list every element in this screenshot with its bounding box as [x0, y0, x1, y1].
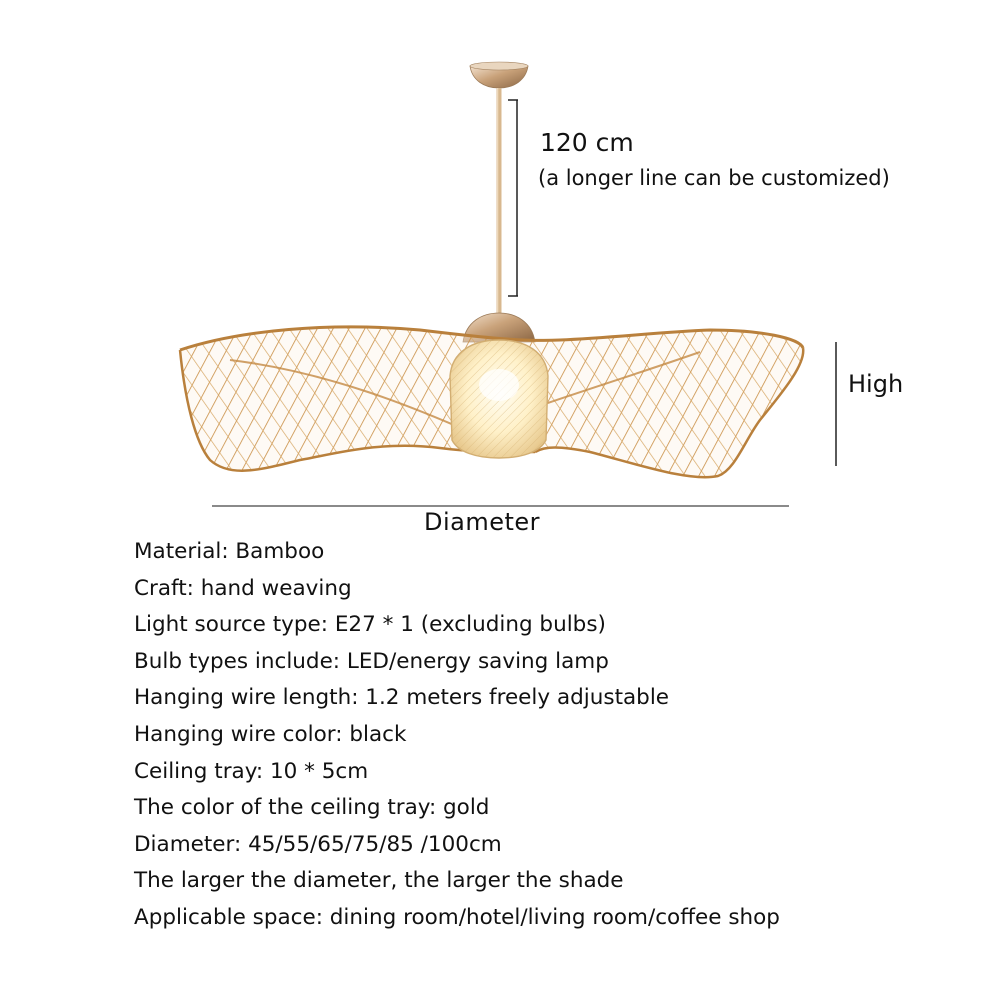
height-label: High — [848, 370, 904, 398]
spec-list — [134, 534, 780, 937]
spec-item: Bulb types include: LED/energy saving lamp — [134, 648, 609, 674]
spec-item: Light source type: E27 * 1 (excluding bulbs) — [134, 612, 606, 638]
wire-length-label: 120 cm — [540, 128, 634, 157]
spec-item: Hanging wire color: black — [134, 721, 407, 747]
spec-item: Hanging wire length: 1.2 meters freely adjustable — [134, 685, 670, 711]
inner-bulb-basket — [450, 340, 548, 458]
spec-item: Material: Bamboo — [134, 539, 325, 564]
spec-item: Diameter: 45/55/65/75/85 /100cm — [134, 831, 502, 857]
spec-item: Craft: hand weaving — [134, 575, 352, 601]
wire-length-dimension — [508, 100, 518, 296]
wire-length-note: (a longer line can be customized) — [538, 166, 890, 190]
diameter-label: Diameter — [424, 508, 541, 536]
spec-item: The larger the diameter, the larger the shade — [134, 868, 624, 894]
spec-item: Applicable space: dining room/hotel/living room/coffee shop — [134, 904, 780, 930]
spec-item: The color of the ceiling tray: gold — [134, 795, 490, 821]
spec-item: Ceiling tray: 10 * 5cm — [134, 758, 369, 784]
